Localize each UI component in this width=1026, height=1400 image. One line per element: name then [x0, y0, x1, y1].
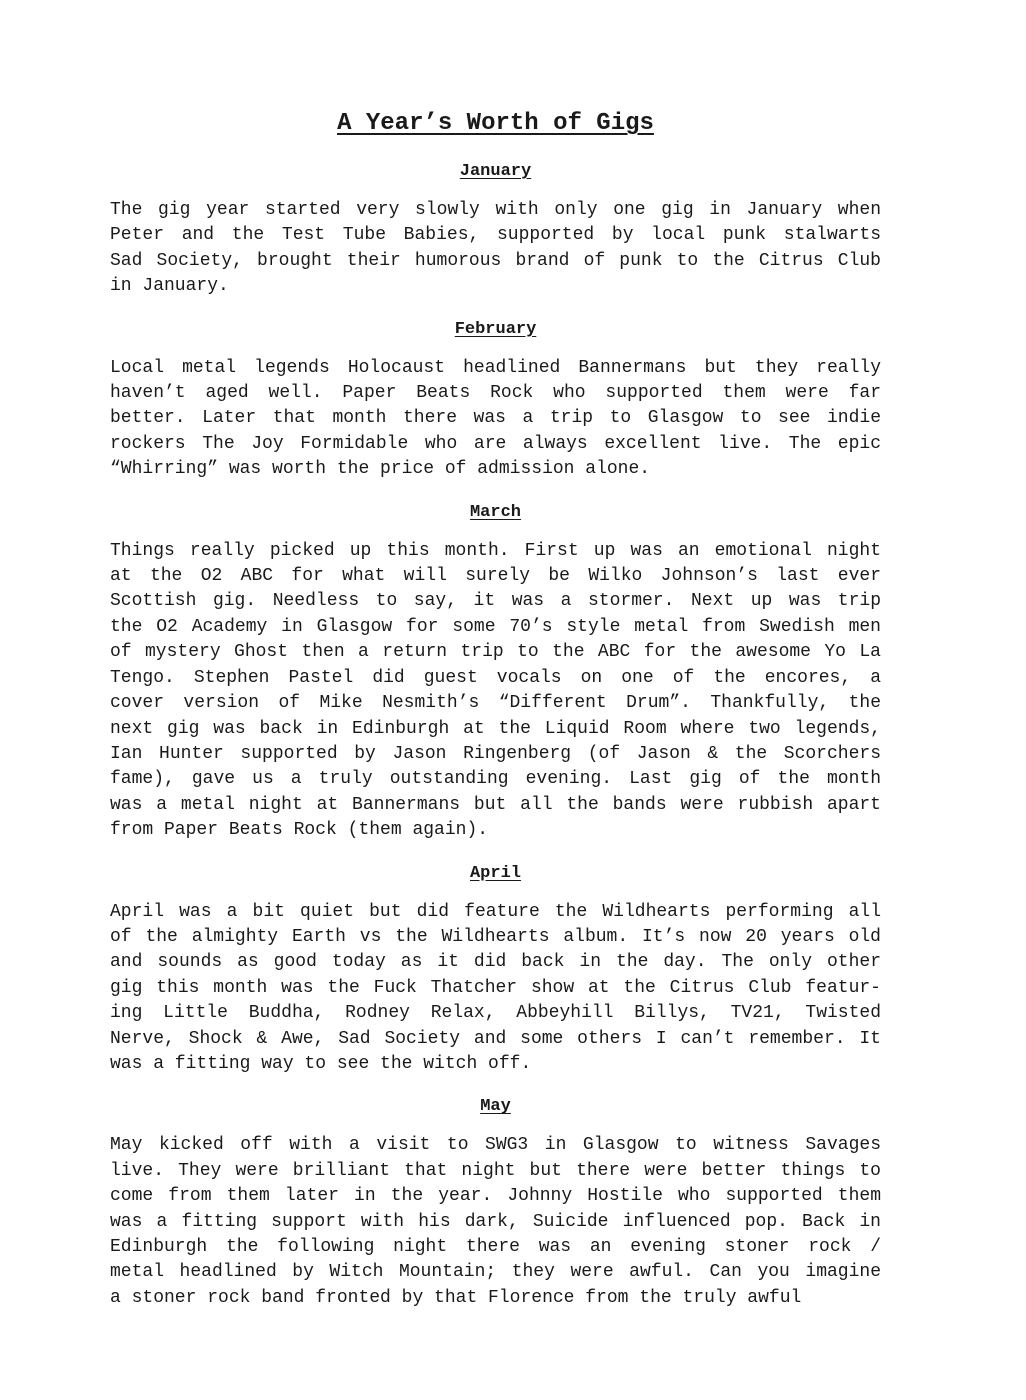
section-february — [110, 318, 881, 483]
paragraph-line: fame), gave us a truly outstanding evening. Last gig of the month — [110, 769, 881, 790]
paragraph-line: Peter and the Test Tube Babies, supported by local punk stalwarts — [110, 225, 881, 246]
section-paragraph — [110, 539, 881, 844]
paragraph-line: Ian Hunter supported by Jason Ringenberg (of Jason & the Scorchers — [110, 743, 881, 764]
section-heading: April — [469, 863, 521, 883]
section-heading: January — [459, 162, 532, 181]
paragraph-line: the O2 Academy in Glasgow for some 70’s style metal from Swedish men — [110, 616, 881, 637]
paragraph-line: Scottish gig. Needless to say, it was a stormer. Next up was trip — [110, 591, 881, 612]
document-page — [110, 108, 881, 1329]
paragraph-line: a stoner rock band fronted by that Florence from the truly awful — [110, 1287, 802, 1308]
section-paragraph — [110, 356, 881, 483]
paragraph-line: at the O2 ABC for what will surely be Wilko Johnson’s last ever — [110, 566, 881, 587]
paragraph-line: gig this month was the Fuck Thatcher show at the Citrus Club featur- — [110, 977, 881, 998]
section-paragraph — [110, 900, 881, 1078]
paragraph-line: haven’t aged well. Paper Beats Rock who supported them were far — [110, 383, 881, 404]
paragraph-line: Nerve, Shock & Awe, Sad Society and some others I can’t remember. It — [110, 1028, 881, 1049]
document-title: A Year’s Worth of Gigs — [337, 110, 654, 137]
paragraph-line: April was a bit quiet but did feature the Wildhearts performing all — [110, 901, 881, 922]
paragraph-line: Sad Society, brought their humorous brand of punk to the Citrus Club — [110, 250, 881, 271]
paragraph-line: “Whirring” was worth the price of admission alone. — [110, 459, 651, 480]
section-april — [110, 862, 881, 1078]
paragraph-line: Tengo. Stephen Pastel did guest vocals on one of the encores, a — [110, 667, 881, 688]
paragraph-line: metal headlined by Witch Mountain; they were awful. Can you imagine — [110, 1262, 881, 1283]
section-january — [110, 160, 881, 300]
paragraph-line: live. They were brilliant that night but there were better things to — [110, 1160, 881, 1181]
paragraph-line: cover version of Mike Nesmith’s “Different Drum”. Thankfully, the — [110, 693, 881, 714]
section-heading: March — [469, 502, 521, 522]
paragraph-line: of mystery Ghost then a return trip to the ABC for the awesome Yo La — [110, 642, 881, 663]
paragraph-line: was a fitting support with his dark, Suicide influenced pop. Back in — [110, 1211, 881, 1232]
paragraph-line: Local metal legends Holocaust headlined Bannermans but they really — [110, 357, 881, 378]
paragraph-line: next gig was back in Edinburgh at the Liquid Room where two legends, — [110, 718, 881, 739]
paragraph-line: in January. — [110, 276, 229, 297]
paragraph-line: ing Little Buddha, Rodney Relax, Abbeyhill Billys, TV21, Twisted — [110, 1003, 881, 1024]
section-paragraph — [110, 198, 881, 300]
section-march — [110, 501, 881, 844]
section-may — [110, 1095, 881, 1311]
section-heading: February — [454, 319, 537, 339]
paragraph-line: May kicked off with a visit to SWG3 in Glasgow to witness Savages — [110, 1135, 881, 1156]
paragraph-line: Things really picked up this month. First up was an emotional night — [110, 540, 881, 561]
section-heading: May — [480, 1097, 511, 1117]
section-paragraph — [110, 1133, 881, 1311]
paragraph-line: come from them later in the year. Johnny Hostile who supported them — [110, 1186, 881, 1207]
paragraph-line: of the almighty Earth vs the Wildhearts album. It’s now 20 years old — [110, 926, 881, 947]
paragraph-line: from Paper Beats Rock (them again). — [110, 820, 489, 841]
paragraph-line: was a fitting way to see the witch off. — [110, 1053, 532, 1074]
paragraph-line: and sounds as good today as it did back in the day. The only other — [110, 952, 881, 973]
paragraph-line: better. Later that month there was a trip to Glasgow to see indie — [110, 408, 881, 429]
paragraph-line: The gig year started very slowly with only one gig in January when — [110, 200, 881, 220]
paragraph-line: Edinburgh the following night there was an evening stoner rock / — [110, 1237, 881, 1257]
paragraph-line: was a metal night at Bannermans but all the bands were rubbish apart — [110, 794, 881, 815]
paragraph-line: rockers The Joy Formidable who are always excellent live. The epic — [110, 433, 881, 454]
